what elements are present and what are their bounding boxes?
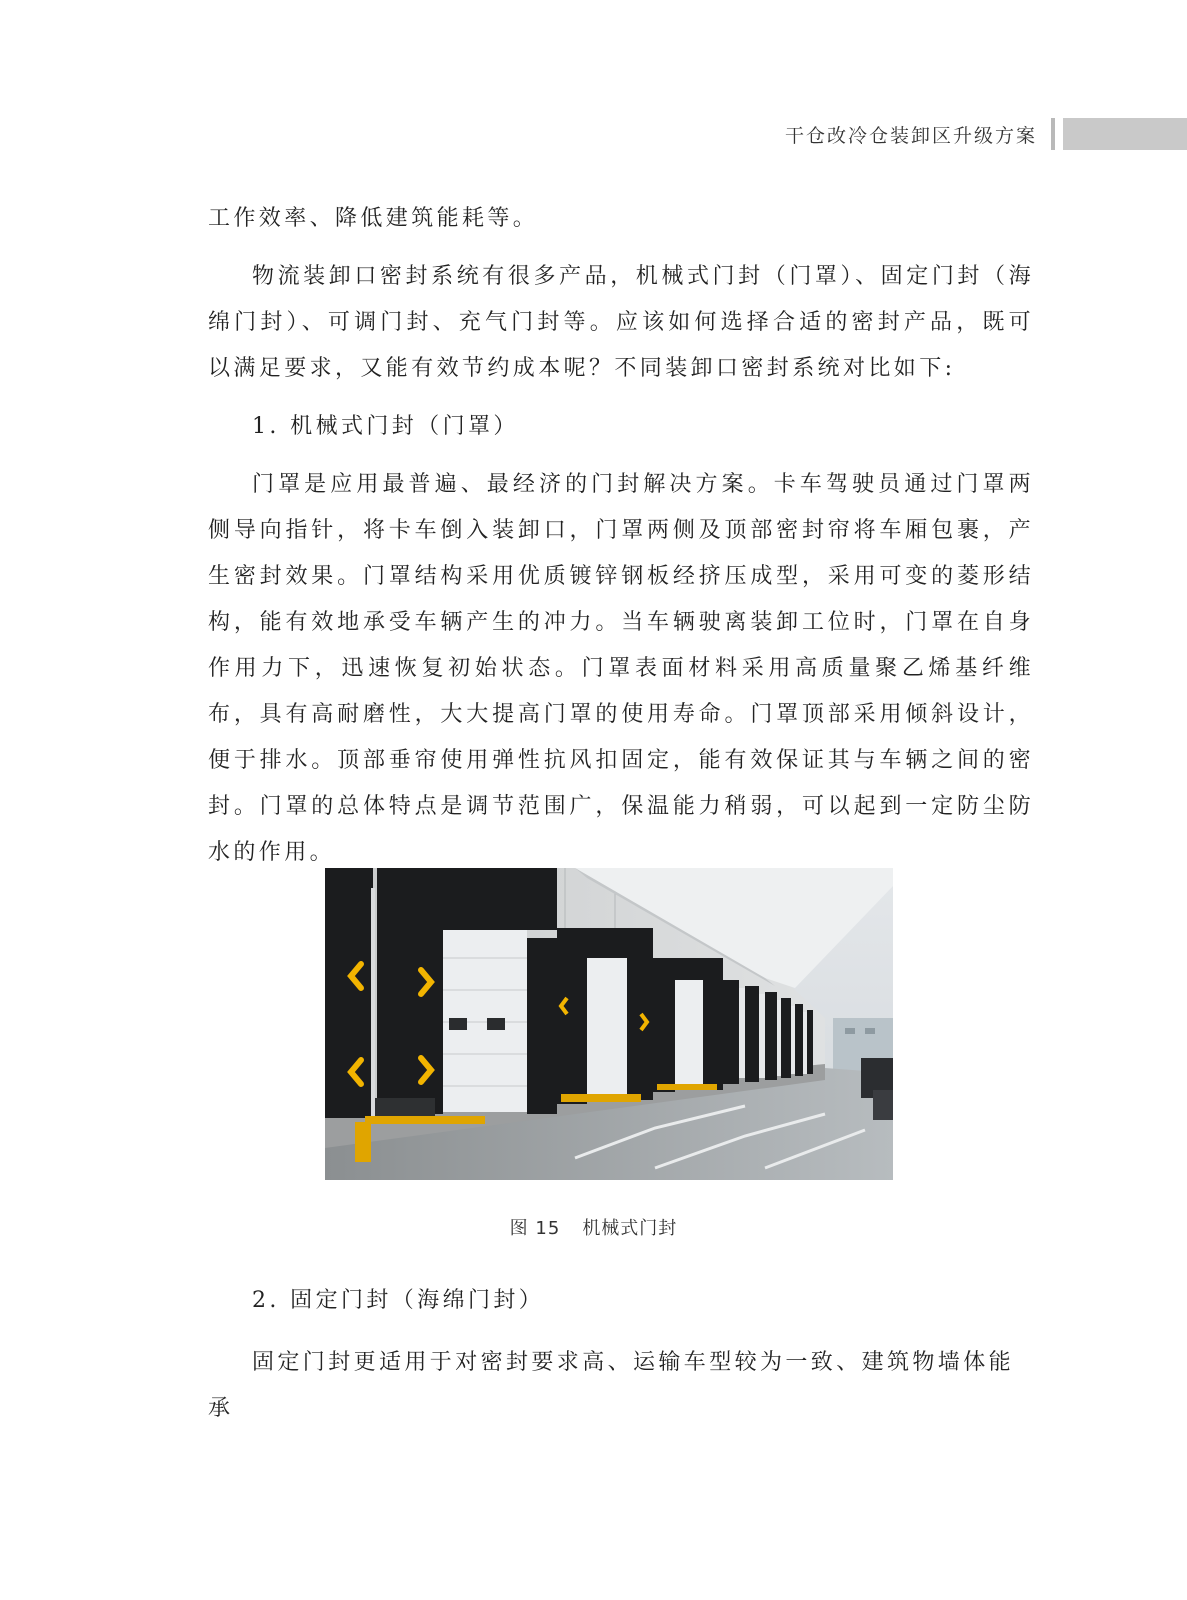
section-heading-1: 1. 机械式门封（门罩）: [252, 414, 519, 439]
body-text: [208, 196, 1034, 876]
paragraph-2: 物流装卸口密封系统有很多产品，机械式门封（门罩）、固定门封（海绵门封）、可调门封、充气门封等。应该如何选择合适的密封产品，既可以满足要求，又能有效节约成本呢？不同装卸口密封系统对比如下:: [208, 264, 1034, 381]
figure-caption: [0, 1214, 1187, 1240]
figure-caption-text: 机械式门封: [582, 1218, 678, 1239]
paragraph-3: 门罩是应用最普遍、最经济的门封解决方案。卡车驾驶员通过门罩两侧导向指针，将卡车倒入装卸口，门罩两侧及顶部密封帘将车厢包裹，产生密封效果。门罩结构采用优质镀锌钢板经挤压成型，采用可变的菱形结构，能有效地承受车辆产生的冲力。当车辆驶离装卸工位时，门罩在自身作用力下，迅速恢复初始状态。门罩表面材料采用高质量聚乙烯基纤维布，具有高耐磨性，大大提高门罩的使用寿命。门罩顶部采用倾斜设计，便于排水。顶部垂帘使用弹性抗风扣固定，能有效保证其与车辆之间的密封。门罩的总体特点是调节范围广，保温能力稍弱，可以起到一定防尘防水的作用。: [208, 472, 1034, 865]
running-header: [785, 118, 1187, 150]
figure-photo: [325, 868, 893, 1180]
header-bar-separator: [1051, 118, 1055, 150]
section-heading-2: 2. 固定门封（海绵门封）: [252, 1288, 545, 1313]
paragraph-1: 工作效率、降低建筑能耗等。: [208, 206, 539, 231]
running-header-title: 干仓改冷仓装卸区升级方案: [784, 124, 1037, 147]
figure-number: 图 15: [509, 1218, 561, 1239]
paragraph-4: 固定门封更适用于对密封要求高、运输车型较为一致、建筑物墙体能承: [208, 1350, 1015, 1421]
body-text-continued: [208, 1278, 1034, 1432]
header-bar-block: [1063, 118, 1187, 150]
